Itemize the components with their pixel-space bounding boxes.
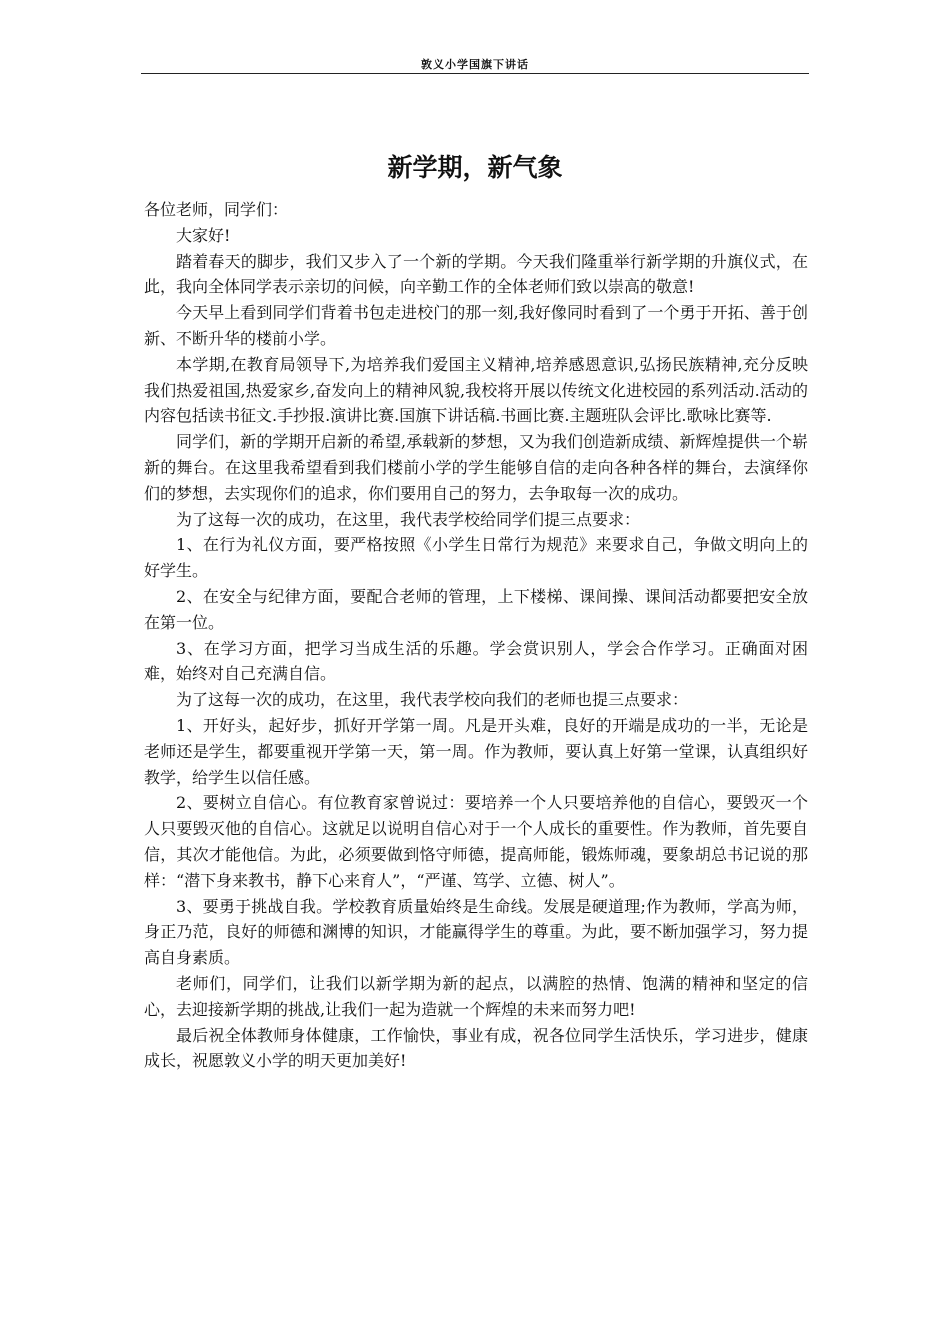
teacher-requirement-2: 2、要树立自信心。有位教育家曾说过：要培养一个人只要培养他的自信心，要毁灭一个人只要毁灭他的自信心。这就足以说明自信心对于一个人成长的重要性。作为教师，首先要自信，其次才能他信。为此，必须要做到恪守师德，提高师能，锻炼师魂，要象胡总书记说的那样：“潜下身来教书，静下心来育人”，“严谨、笃学、立德、树人”。 (144, 793, 808, 890)
closing-wishes: 最后祝全体教师身体健康，工作愉快，事业有成，祝各位同学生活快乐，学习进步，健康成长，祝愿敦义小学的明天更加美好! (144, 1025, 808, 1071)
document-title: 新学期，新气象 (387, 153, 563, 182)
student-requirement-3: 3、在学习方面，把学习当成生活的乐趣。学会赏识别人，学会合作学习。正确面对困难，始终对自己充满自信。 (144, 638, 808, 684)
paragraph: 老师们，同学们，让我们以新学期为新的起点，以满腔的热情、饱满的精神和坚定的信心，去迎接新学期的挑战,让我们一起为造就一个辉煌的未来而努力吧! (144, 973, 808, 1019)
greeting: 大家好! (176, 225, 231, 245)
paragraph: 本学期,在教育局领导下,为培养我们爱国主义精神,培养感恩意识,弘扬民族精神,充分反映我们热爱祖国,热爱家乡,奋发向上的精神风貌,我校将开展以传统文化进校园的系列活动.活动的内容包括读书征文.手抄报.演讲比赛.国旗下讲话稿.书画比赛.主题班队会评比.歌咏比赛等. (144, 354, 808, 426)
speech-body (144, 197, 808, 1074)
salutation: 各位老师，同学们： (144, 200, 289, 219)
paragraph: 今天早上看到同学们背着书包走进校门的那一刻,我好像同时看到了一个勇于开拓、善于创新、不断升华的楼前小学。 (144, 303, 808, 348)
teacher-requirement-1: 1、开好头，起好步，抓好开学第一周。凡是开头难，良好的开端是成功的一半，无论是老师还是学生，都要重视开学第一天，第一周。作为教师，要认真上好第一堂课，认真组织好教学，给学生以信任感。 (144, 715, 808, 787)
paragraph: 为了这每一次的成功，在这里，我代表学校给同学们提三点要求： (176, 509, 641, 529)
student-requirement-2: 2、在安全与纪律方面，要配合老师的管理，上下楼梯、课间操、课间活动都要把安全放在第一位。 (144, 586, 808, 632)
teacher-requirement-3: 3、要勇于挑战自我。学校教育质量始终是生命线。发展是硬道理;作为教师，学高为师，身正乃范，良好的师德和渊博的知识，才能赢得学生的尊重。为此，要不断加强学习，努力提高自身素质。 (144, 896, 808, 968)
student-requirement-1: 1、在行为礼仪方面，要严格按照《小学生日常行为规范》来要求自己，争做文明向上的好学生。 (144, 535, 808, 581)
page-header: 敦义小学国旗下讲话 (421, 58, 529, 71)
header-divider (141, 73, 809, 74)
paragraph: 为了这每一次的成功，在这里，我代表学校向我们的老师也提三点要求： (176, 690, 689, 710)
paragraph: 踏着春天的脚步，我们又步入了一个新的学期。今天我们隆重举行新学期的升旗仪式，在此，我向全体同学表示亲切的问候，向辛勤工作的全体老师们致以崇高的敬意! (144, 251, 808, 297)
paragraph: 同学们，新的学期开启新的希望,承载新的梦想，又为我们创造新成绩、新辉煌提供一个崭新的舞台。在这里我希望看到我们楼前小学的学生能够自信的走向各种各样的舞台，去演绎你们的梦想，去实现你们的追求，你们要用自己的努力，去争取每一次的成功。 (144, 432, 808, 503)
